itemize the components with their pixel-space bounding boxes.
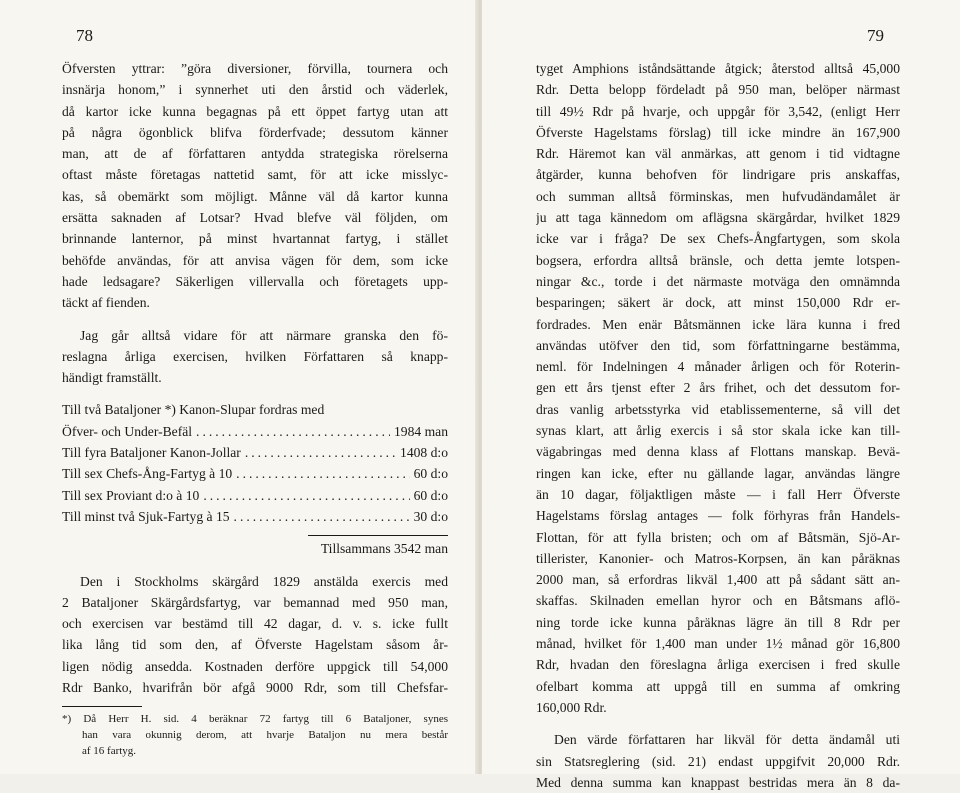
text-line: oftast måste företagas nattetid samt, för att icke misslyc- <box>62 167 448 183</box>
footnote-line: af 16 fartyg. <box>82 745 137 758</box>
text-line: reslagna årliga exercisen, hvilken Författaren så knapp- <box>62 348 448 364</box>
text-line: då kartor icke kunna begagnas på ett öppet fartyg utan att <box>62 103 448 119</box>
text-line: neml. för Indelningen 4 månader årligen och för Roterin- <box>536 359 900 375</box>
text-line: Rdr Banko, hvarifrån bör afgå 9000 Rdr, som till Chefsfar- <box>62 680 448 696</box>
text-line: ringen kan icke, efter nu gällande lagar, användas längre <box>536 465 900 481</box>
leader-dots <box>245 442 396 463</box>
footnote <box>62 711 448 759</box>
text-line: ningar &c., torde i det närmaste motväga den omnämnda <box>536 273 900 289</box>
text-line: månad, hvilket för 1,400 man under 1½ månad gör 16,800 <box>536 636 900 652</box>
right-paragraph-2 <box>536 729 900 793</box>
text-line: åtgärder, kunna behofven för lindrigare pris anskaffas, <box>536 167 900 183</box>
text-line: ning torde icke kunna påräknas lägre än till 8 Rdr per <box>536 614 900 630</box>
text-line: dras vanlig arbetsstyrka vid etablissementerne, så vill det <box>536 401 900 417</box>
text-line: tyget Amphions iståndsättande åtgick; återstod alltså 45,000 <box>536 61 900 76</box>
left-page <box>0 0 478 774</box>
manning-table <box>62 399 448 559</box>
text-line: bogsera, erfordra alltså bränsle, och detta jemte lotspen- <box>536 252 900 268</box>
text-line: och exercisen var bestämd till 42 dagar, d. v. s. icke fullt <box>62 616 448 632</box>
footnote-rule <box>62 706 142 707</box>
text-line: lika lång tid som den, af Öfverste Hagelstam såsom år- <box>62 637 448 653</box>
row-label: Till minst två Sjuk-Fartyg à 15 <box>62 508 230 524</box>
text-line: synas klart, att årlig exercis i så stor skala icke kan till- <box>536 423 900 439</box>
left-paragraph-3 <box>62 571 448 699</box>
text-line: 2000 man, så erfordras likväl 1,400 att på sådant sätt an- <box>536 572 900 588</box>
row-label: Till sex Proviant d:o à 10 <box>62 487 200 503</box>
row-value: 30 d:o <box>413 508 448 524</box>
footnote-line: han vara okunnig derom, att hvarje Bataljon nu mera består <box>82 729 448 742</box>
row-value: 1984 man <box>394 423 448 439</box>
table-row <box>62 421 448 442</box>
row-value: 1408 d:o <box>400 445 448 461</box>
text-line: Jag går alltså vidare för att närmare granska den fö- <box>80 327 448 343</box>
leader-dots <box>236 463 409 484</box>
text-line: behöfde användas, för att anvisa vägen för dem, som icke <box>62 252 448 268</box>
leader-dots <box>196 421 390 442</box>
text-line: 160,000 Rdr. <box>536 699 607 715</box>
right-page <box>482 0 960 790</box>
page-number-right: 79 <box>867 26 884 45</box>
text-line: användas utöfver den tid, som författningarne bestämma, <box>536 337 900 353</box>
text-line: Öfverste Hagelstams förslag) till icke mindre än 167,900 <box>536 124 900 140</box>
table-row <box>62 463 448 484</box>
text-line: och summan alltså förminskas, men hufvudändamålet är <box>536 188 900 204</box>
text-line: Öfversten yttrar: ”göra diversioner, förvilla, tournera och <box>62 61 448 76</box>
text-line: Flottan, för att fylla bristen; och om af Båtsmän, Sjö-Ar- <box>536 529 900 545</box>
text-line: ju att taga kännedom om aflägsna skärgårdar, hvilket 1829 <box>536 210 900 226</box>
table-row <box>62 442 448 463</box>
text-line: händigt framställt. <box>62 370 162 386</box>
text-line: vägabringas med denna klass af Flottans manskap. Bevä- <box>536 444 900 460</box>
page-number-left: 78 <box>76 26 93 45</box>
text-line: täckt af fienden. <box>62 295 150 311</box>
text-line: brinnande lanternor, på minst hvartannat fartyg, i stället <box>62 231 448 247</box>
left-paragraph-1 <box>62 58 448 314</box>
left-paragraph-2 <box>62 325 448 389</box>
text-line: Hagelstams förslag antages — folk förhyras från Handels- <box>536 508 900 524</box>
row-label: Till sex Chefs-Ång-Fartyg à 10 <box>62 466 233 482</box>
leader-dots <box>203 485 409 506</box>
leader-dots <box>234 506 410 527</box>
text-line: sin Statsreglering (sid. 21) endast uppgifvit 20,000 Rdr. <box>536 753 900 769</box>
text-line: Den värde författaren har likväl för detta ändamål uti <box>554 732 900 748</box>
text-line: tillerister, Kanonier- och Matros-Korpsen, än kan påräknas <box>536 550 900 566</box>
text-line: Rdr. Detta belopp fördeladt på 950 man, belöper närmast <box>536 82 900 98</box>
text-line: hade ledsagare? Säkerligen villervalla och företagets upp- <box>62 273 448 289</box>
text-line: Med denna summa kan knappast bestridas mera än 8 da- <box>536 774 900 790</box>
text-line: insnärja honom,” i synnerhet uti den årstid och väderlek, <box>62 82 448 98</box>
table-intro: Till två Bataljoner *) Kanon-Slupar fordras med <box>62 402 325 418</box>
text-line: till 49½ Rdr på hvarje, och uppgår för 3,542, (enligt Herr <box>536 103 900 119</box>
text-line: på några ögonblick blifva förderfvade; dessutom känner <box>62 124 448 140</box>
row-value: 60 d:o <box>413 487 448 503</box>
text-line: man, att de af författaren antydda strategiska rörelserna <box>62 146 448 162</box>
footnote-line: *) Då Herr H. sid. 4 beräknar 72 fartyg till 6 Bataljoner, synes <box>62 713 448 726</box>
row-label: Till fyra Bataljoner Kanon-Jollar <box>62 445 241 461</box>
text-line: icke var i fråga? De sex Chefs-Ångfartygen, som skola <box>536 231 900 247</box>
text-line: än 10 dagar, följaktligen måste — i fall Herr Öfverste <box>536 486 900 502</box>
text-line: Rdr. Häremot kan väl anmärkas, att genom i tid vidtagne <box>536 146 900 162</box>
table-total: Tillsammans 3542 man <box>320 541 448 557</box>
text-line: ersätta saknaden af Lotsar? Hvad blefve väl följden, om <box>62 210 448 226</box>
row-value: 60 d:o <box>413 466 448 482</box>
text-line: besparingen; säkert är dock, att minst 150,000 Rdr er- <box>536 295 900 311</box>
right-paragraph-1 <box>536 58 900 718</box>
text-line: ligen nödig ansedda. Kostnaden derföre uppgick till 54,000 <box>62 658 448 674</box>
text-line: skaffas. Skilnaden emellan hyror och en Båtsmans aflö- <box>536 593 900 609</box>
text-line: Rdr, hvadan den föreslagna årliga exercisen i fred skulle <box>536 657 900 673</box>
total-rule <box>308 535 448 536</box>
table-row <box>62 506 448 527</box>
text-line: 2 Bataljoner Skärgårdsfartyg, var bemannad med 950 man, <box>62 594 448 610</box>
text-line: ofelbart komma att uppgå till en summa af omkring <box>536 678 900 694</box>
row-label: Öfver- och Under-Befäl <box>62 423 193 439</box>
text-line: Den i Stockholms skärgård 1829 anstälda exercis med <box>80 573 448 589</box>
text-line: gen ett års tjenst efter 2 års frihet, och det dessutom for- <box>536 380 900 396</box>
text-line: fordrades. Men enär Båtsmännen icke lära kunna i fred <box>536 316 900 332</box>
text-line: kas, så obemärkt som möjligt. Månne väl då kartor kunna <box>62 188 448 204</box>
table-row <box>62 485 448 506</box>
